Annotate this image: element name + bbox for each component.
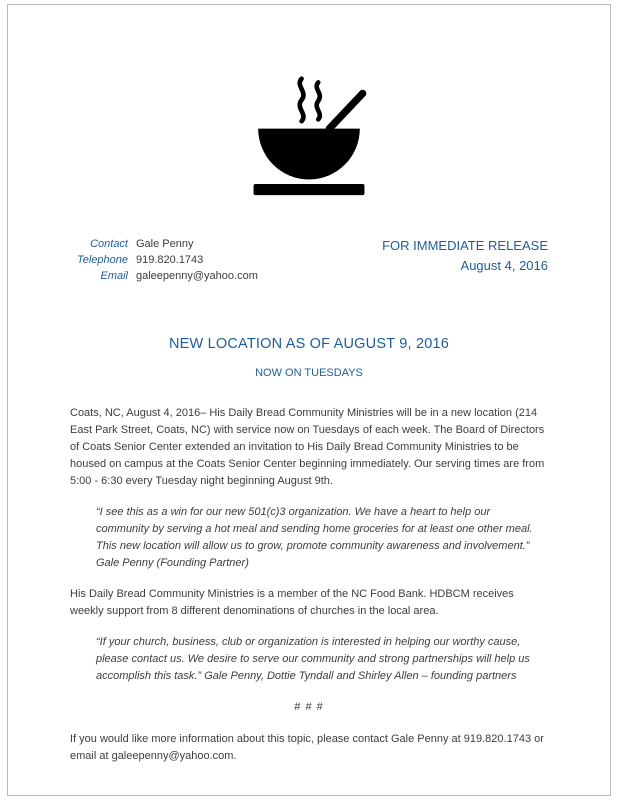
header-info-row <box>70 236 548 284</box>
email-label: Email <box>100 270 128 282</box>
soup-bowl-icon <box>244 184 374 201</box>
contact-row <box>70 236 258 252</box>
quote-gale-penny: “I see this as a win for our new 501(c)3 organization. We have a heart to help our community by serving a hot meal and sending home groceries for at least one other meal. This new location will allow us to grow, promote community awareness and involvement.” Gale Penny (Founding Partner) <box>96 506 533 569</box>
contact-row <box>70 252 258 268</box>
subheadline: NOW ON TUESDAYS <box>255 367 363 379</box>
quote-founding-partners: “If your church, business, club or organization is interested in helping our worthy cause, please contact us. We desire to serve our community and strong partnerships will help us accomplish this task.” Gale Penny, Dottie Tyndall and Shirley Allen – founding partners <box>96 636 530 682</box>
contact-block <box>70 236 258 284</box>
headline: NEW LOCATION AS OF AUGUST 9, 2016 <box>168 336 450 352</box>
telephone-label: Telephone <box>77 254 128 266</box>
telephone-number: 919.820.1743 <box>136 254 204 266</box>
paragraph-intro: Coats, NC, August 4, 2016– His Daily Bread Community Ministries will be in a new location (214 East Park Street, Coats, NC) with service now on Tuesdays of each week. The Board of Directors of Coats Senior Center extended an invitation to His Daily Bread Community Ministries to be housed on campus at the Coats Senior Center beginning immediately. Our serving times are from 5:00 - 6:30 every Tuesday night beginning August 9th. <box>70 407 545 487</box>
release-date: August 4, 2016 <box>460 258 548 273</box>
email-address: galeepenny@yahoo.com <box>136 270 258 282</box>
end-marker: # # # <box>294 701 324 713</box>
release-block <box>382 236 548 276</box>
document-content <box>8 236 610 765</box>
paragraph-foodbank: His Daily Bread Community Ministries is a member of the NC Food Bank. HDBCM receives weekly support from 8 different denominations of churches in the local area. <box>70 588 514 617</box>
contact-name: Gale Penny <box>136 238 194 250</box>
document-frame <box>7 4 611 796</box>
contact-row <box>70 268 258 284</box>
contact-label: Contact <box>90 238 128 250</box>
logo-container <box>8 75 610 202</box>
paragraph-closing: If you would like more information about this topic, please contact Gale Penny at 919.820.1743 or email at galeepenny@yahoo.com. <box>70 733 544 762</box>
release-statement: FOR IMMEDIATE RELEASE <box>382 238 548 253</box>
